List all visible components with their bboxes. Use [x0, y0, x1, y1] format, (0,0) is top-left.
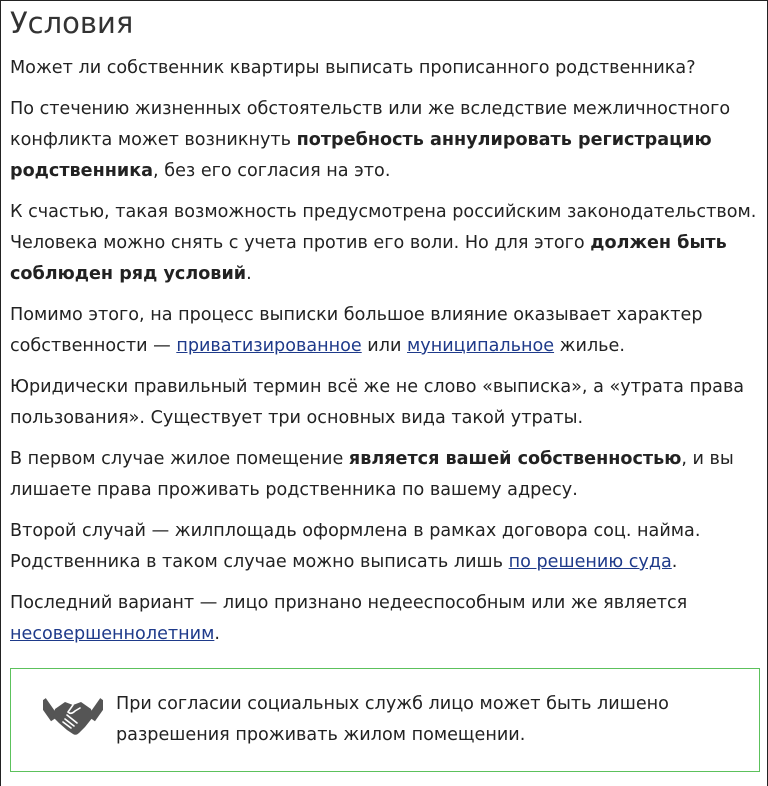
- section-heading: Условия: [10, 6, 134, 40]
- paragraph-6-text-before: Второй случай — жилплощадь оформлена в рамках договора соц. найма. Родственника в таком случае можно выписать лишь: [10, 521, 701, 572]
- paragraph-7-text-before: Последний вариант — лицо признано недееспособным или же является: [10, 593, 688, 613]
- paragraph-2: [10, 197, 759, 290]
- paragraph-3-text-after: жилье.: [554, 336, 625, 356]
- paragraph-2-text-before: К счастью, такая возможность предусмотрена российским законодательством. Человека можно снять с учета против его воли. Но для этого: [10, 202, 757, 253]
- paragraph-7: [10, 588, 759, 650]
- paragraph-5-text-before: В первом случае жилое помещение: [10, 449, 349, 469]
- paragraph-6: [10, 516, 759, 578]
- paragraph-4: Юридически правильный термин всё же не слово «выписка», а «утрата права пользования». Существует три основных вида такой утраты.: [10, 377, 745, 428]
- paragraph-3-text-middle: или: [361, 336, 408, 356]
- paragraph-1-bold: потребность аннулировать регистрацию родственника: [10, 130, 712, 181]
- paragraph-1-text-before: По стечению жизненных обстоятельств или же вследствие межличностного конфликта может возникнуть: [10, 99, 731, 150]
- paragraph-3-text-before: Помимо этого, на процесс выписки большое влияние оказывает характер собственности —: [10, 305, 703, 356]
- handshake-icon: [43, 693, 103, 739]
- paragraph-2-bold: должен быть соблюден ряд условий: [10, 233, 727, 284]
- paragraph-5-text-after: , и вы лишаете права проживать родственника по вашему адресу.: [10, 449, 734, 500]
- paragraph-5-bold: является вашей собственностью: [348, 449, 682, 469]
- paragraph-1: [10, 94, 759, 187]
- court-decision-link[interactable]: по решению суда: [508, 552, 672, 572]
- paragraph-3: [10, 300, 759, 362]
- paragraph-5: [10, 444, 759, 506]
- notice-box: [10, 668, 760, 772]
- paragraph-7-text-after: .: [214, 624, 220, 644]
- minor-link[interactable]: несовершеннолетним: [10, 624, 215, 644]
- paragraph-6-text-after: .: [671, 552, 678, 572]
- privatized-link[interactable]: приватизированное: [176, 336, 362, 356]
- municipal-link[interactable]: муниципальное: [407, 336, 555, 356]
- paragraph-1-text-after: , без его согласия на это.: [153, 161, 391, 181]
- question-paragraph: Может ли собственник квартиры выписать прописанного родственника?: [10, 58, 696, 78]
- notice-text: При согласии социальных служб лицо может быть лишено разрешения проживать жилом помещении.: [116, 694, 669, 745]
- paragraph-2-text-after: .: [246, 264, 252, 284]
